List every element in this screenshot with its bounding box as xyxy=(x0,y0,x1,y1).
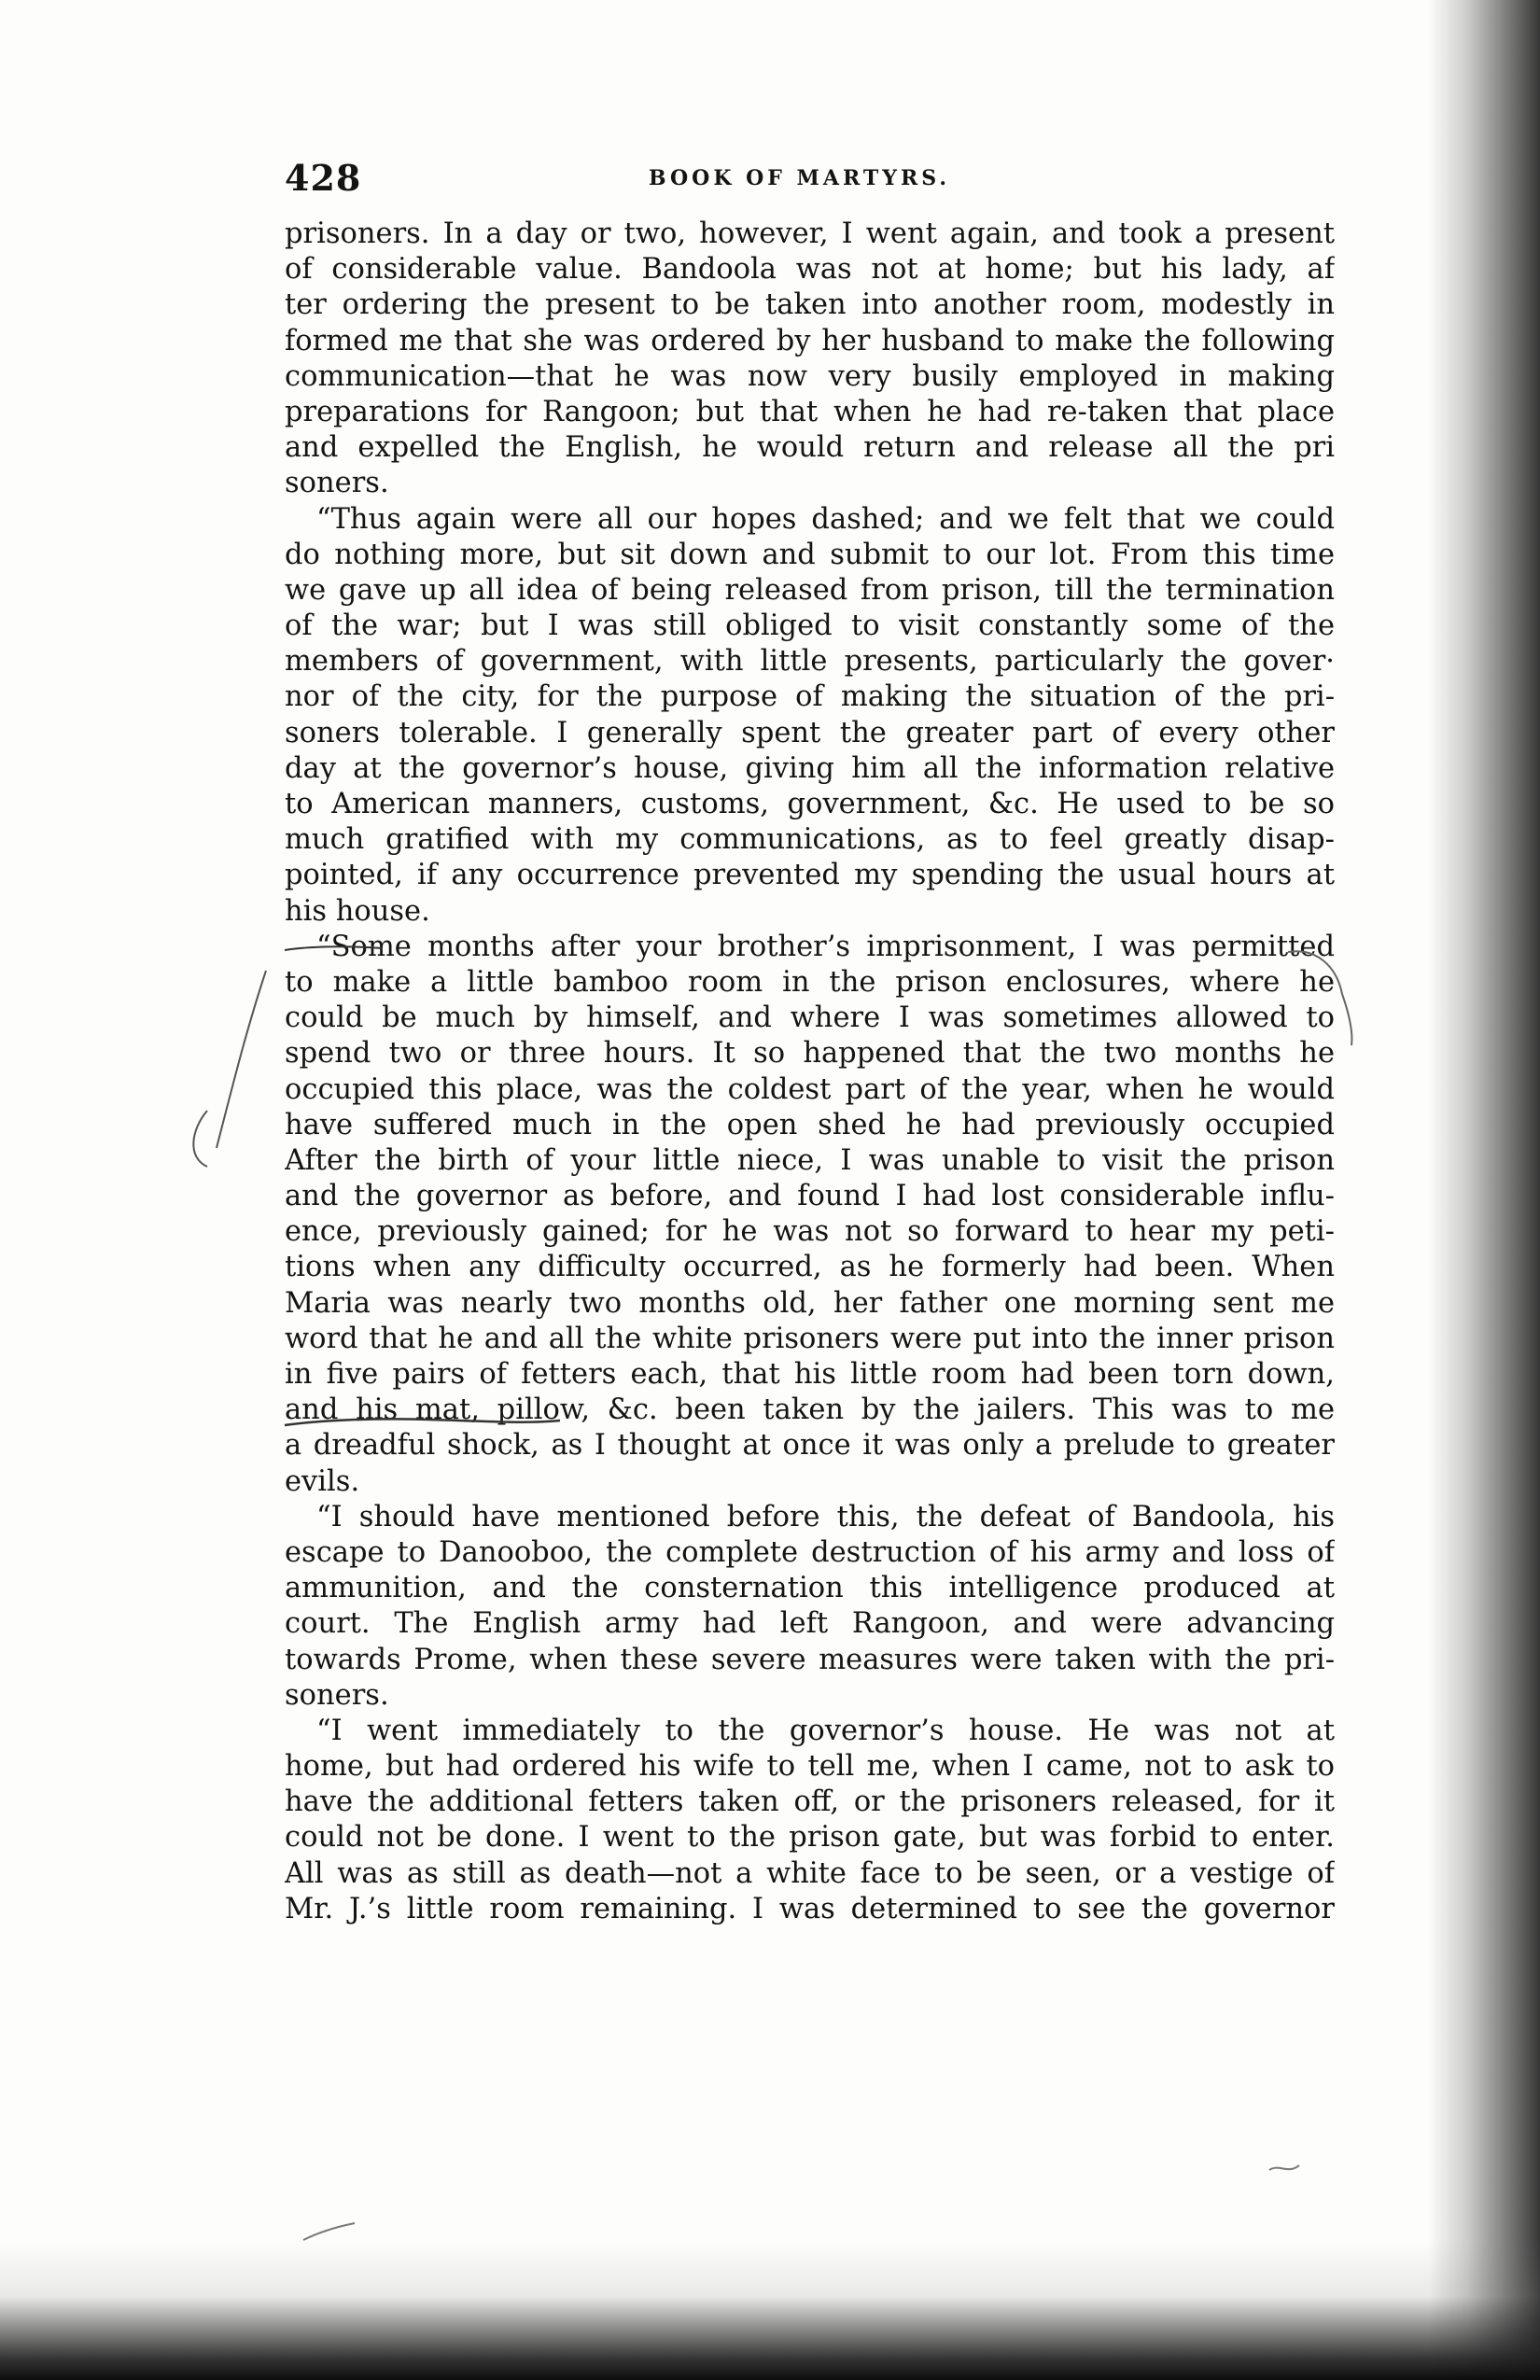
text-line: escape to Danooboo, the complete destruction of his army and loss of xyxy=(285,1535,1335,1569)
text-line: could be much by himself, and where I was sometimes allowed to xyxy=(285,1001,1335,1035)
text-line: pointed, if any occurrence prevented my spending the usual hours at xyxy=(285,859,1335,892)
text-line: soners tolerable. I generally spent the greater part of every other xyxy=(285,716,1335,749)
text-line: formed me that she was ordered by her husband to make the following xyxy=(285,324,1335,357)
text-line: prisoners. In a day or two, however, I went again, and took a present xyxy=(285,217,1335,250)
text-line: ter ordering the present to be taken into another room, modestly in xyxy=(285,288,1335,322)
text-line: in five pairs of fetters each, that his little room had been torn down, xyxy=(285,1358,1335,1391)
text-line: Maria was nearly two months old, her father one morning sent me xyxy=(285,1286,1335,1320)
text-line: to make a little bamboo room in the prison enclosures, where he xyxy=(285,965,1335,999)
text-line: much gratified with my communications, as to feel greatly disap- xyxy=(285,823,1335,857)
text-line: we gave up all idea of being released from prison, till the termination xyxy=(285,573,1335,607)
text-line: soners. xyxy=(285,467,389,500)
scan-edge-shadow xyxy=(1428,0,1540,2380)
text-line: soners. xyxy=(285,1678,389,1712)
text-line: could not be done. I went to the prison gate, but was forbid to enter. xyxy=(285,1821,1335,1855)
text-line: preparations for Rangoon; but that when he had re-taken that place xyxy=(285,395,1335,428)
text-line: ammunition, and the consternation this intelligence produced at xyxy=(285,1572,1335,1605)
pencil-curve-left xyxy=(193,1111,207,1167)
pencil-stroke-bottom-left xyxy=(303,2223,355,2240)
text-line: word that he and all the white prisoners were put into the inner prison xyxy=(285,1322,1335,1355)
text-line: towards Prome, when these severe measures were taken with the pri- xyxy=(285,1643,1335,1676)
text-line: Mr. J.’s little room remaining. I was determined to see the governor xyxy=(285,1892,1335,1925)
text-line: ence, previously gained; for he was not so forward to hear my peti- xyxy=(285,1215,1335,1249)
text-line: communication—that he was now very busily employed in making xyxy=(285,359,1335,393)
text-line: a dreadful shock, as I thought at once it was only a prelude to greater xyxy=(285,1429,1335,1463)
text-line: and expelled the English, he would return and release all the pri xyxy=(285,431,1335,465)
page-number: 428 xyxy=(285,157,362,199)
text-line: day at the governor’s house, giving him all the information relative xyxy=(285,751,1335,785)
text-line: court. The English army had left Rangoon, and were advancing xyxy=(285,1607,1335,1641)
pencil-squiggle-bottom xyxy=(1269,2165,1299,2170)
text-line: do nothing more, but sit down and submit to our lot. From this time xyxy=(285,538,1335,571)
text-line: members of government, with little presents, particularly the gover· xyxy=(285,645,1335,679)
text-line: have the additional fetters taken off, or the prisoners released, for it xyxy=(285,1785,1335,1819)
text-line: “I went immediately to the governor’s house. He was not at xyxy=(316,1714,1335,1747)
text-line: spend two or three hours. It so happened that the two months he xyxy=(285,1037,1335,1071)
text-line: occupied this place, was the coldest part of the year, when he would xyxy=(285,1072,1335,1106)
text-line: evils. xyxy=(285,1464,360,1498)
page-header xyxy=(285,157,1335,213)
body-text xyxy=(285,217,1335,1927)
text-line: nor of the city, for the purpose of making the situation of the pri- xyxy=(285,680,1335,714)
text-line: “Some months after your brother’s imprisonment, I was permitted xyxy=(316,930,1335,963)
text-line: After the birth of your little niece, I was unable to visit the prison xyxy=(285,1143,1335,1177)
text-line: and his mat, pillow, &c. been taken by the jailers. This was to me xyxy=(285,1393,1335,1427)
text-line: to American manners, customs, government, &c. He used to be so xyxy=(285,788,1335,820)
text-line: tions when any difficulty occurred, as he formerly had been. When xyxy=(285,1251,1335,1284)
scan-bottom-shadow xyxy=(0,2240,1540,2380)
text-line: All was as still as death—not a white face to be seen, or a vestige of xyxy=(285,1856,1335,1890)
pencil-bracket-left xyxy=(217,971,266,1148)
text-line: of the war; but I was still obliged to visit constantly some of the xyxy=(285,609,1335,643)
text-line: of considerable value. Bandoola was not at home; but his lady, af xyxy=(285,253,1335,287)
text-line: “Thus again were all our hopes dashed; and we felt that we could xyxy=(316,502,1335,536)
text-line: have suffered much in the open shed he had previously occupied xyxy=(285,1108,1335,1141)
text-line: and the governor as before, and found I had lost considerable influ- xyxy=(285,1180,1335,1213)
text-line: “I should have mentioned before this, the defeat of Bandoola, his xyxy=(316,1500,1335,1533)
text-line: home, but had ordered his wife to tell me, when I came, not to ask to xyxy=(285,1750,1335,1784)
text-line: his house. xyxy=(285,894,430,928)
running-head: BOOK OF MARTYRS. xyxy=(649,166,950,190)
